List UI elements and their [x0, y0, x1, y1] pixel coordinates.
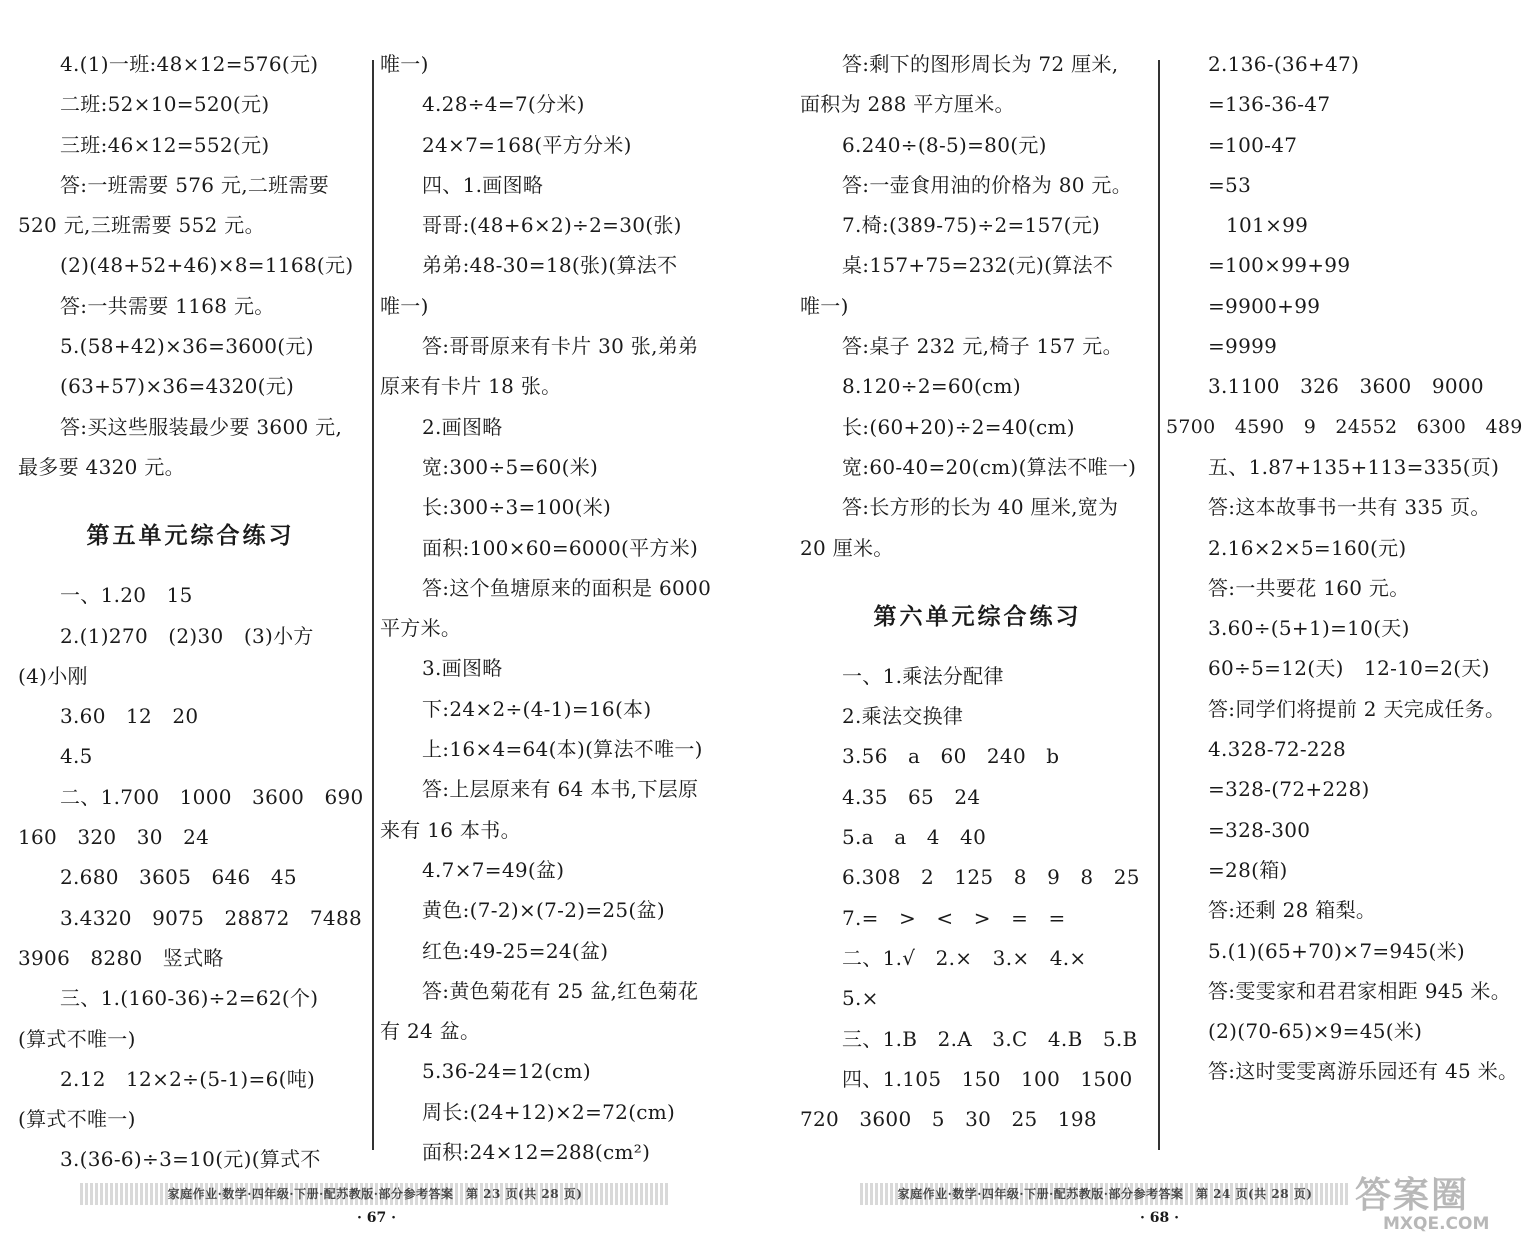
answer-line: =53	[1208, 172, 1252, 197]
answer-line: 2.680 3605 646 45	[60, 865, 297, 890]
answer-line: 弟弟:48-30=18(张)(算法不	[422, 253, 678, 278]
answer-line: 4.328-72-228	[1208, 737, 1346, 762]
answer-line: 答:桌子 232 元,椅子 157 元。	[842, 334, 1123, 359]
answer-line: 5.(58+42)×36=3600(元)	[60, 334, 314, 359]
answer-line: 宽:60-40=20(cm)(算法不唯一)	[842, 454, 1137, 479]
answer-line: 长:(60+20)÷2=40(cm)	[842, 414, 1075, 439]
answer-line: 一、1.乘法分配律	[842, 663, 1004, 688]
answer-line: 24×7=168(平方分米)	[422, 132, 632, 157]
answer-line: 唯一)	[380, 52, 429, 76]
answer-line: 答:一班需要 576 元,二班需要	[60, 172, 330, 197]
page-number-left: · 67 ·	[357, 1210, 396, 1226]
answer-line: (4)小刚	[18, 663, 88, 688]
answer-line: 2.(1)270 (2)30 (3)小方	[60, 623, 314, 648]
watermark	[1355, 1175, 1530, 1235]
answer-line: 来有 16 本书。	[380, 817, 521, 842]
answer-line: 3.56 a 60 240 b	[842, 744, 1060, 769]
answer-line: 三、1.B 2.A 3.C 4.B 5.B	[842, 1026, 1138, 1051]
answer-line: 下:24×2÷(4-1)=16(本)	[422, 696, 652, 721]
answer-line: 2.16×2×5=160(元)	[1208, 535, 1407, 560]
answer-line: 6.308 2 125 8 9 8 25	[842, 865, 1140, 890]
answer-line: 7.椅:(389-75)÷2=157(元)	[842, 213, 1101, 238]
column-2	[380, 44, 735, 1172]
answer-line: 答:黄色菊花有 25 盆,红色菊花	[422, 978, 699, 1003]
answer-line: 答:一共要花 160 元。	[1208, 575, 1410, 600]
answer-line: 3.1100 326 3600 9000	[1208, 374, 1484, 399]
answer-line: 长:300÷3=100(米)	[422, 495, 612, 520]
watermark-title: 答案圈	[1355, 1174, 1470, 1216]
answer-line: (2)(70-65)×9=45(米)	[1208, 1019, 1423, 1044]
column-divider	[372, 60, 374, 1150]
answer-line: 答:长方形的长为 40 厘米,宽为	[842, 495, 1119, 520]
answer-line: 答:同学们将提前 2 天完成任务。	[1208, 696, 1506, 721]
answer-line: 5.×	[842, 986, 879, 1011]
answer-line: 520 元,三班需要 552 元。	[18, 213, 265, 238]
section-heading: 第五单元综合练习	[86, 522, 295, 550]
answer-line: 四、1.画图略	[422, 172, 544, 197]
answer-line: 答:一共需要 1168 元。	[60, 293, 275, 318]
footer-left: 家庭作业·数学·四年级·下册·配苏教版·部分参考答案 第 23 页(共 28 页)	[80, 1183, 670, 1205]
watermark-url: MXQE.COM	[1383, 1214, 1490, 1234]
answer-line: 60÷5=12(天) 12-10=2(天)	[1208, 656, 1490, 681]
answer-line: 唯一)	[800, 293, 849, 318]
answer-line: 3.4320 9075 28872 7488	[60, 905, 363, 930]
answer-line: =328-300	[1208, 817, 1311, 842]
answer-line: 答:一壶食用油的价格为 80 元。	[842, 172, 1133, 197]
answer-line: (算式不唯一)	[18, 1026, 136, 1051]
answer-line: 三班:46×12=552(元)	[60, 132, 270, 157]
answer-line: 3.60÷(5+1)=10(天)	[1208, 616, 1410, 641]
answer-line: 二、1.√ 2.× 3.× 4.×	[842, 945, 1087, 970]
answer-line: 3.60 12 20	[60, 704, 199, 729]
answer-line: 答:雯雯家和君君家相距 945 米。	[1208, 978, 1512, 1003]
answer-line: 20 厘米。	[800, 535, 894, 560]
answer-line: 3906 8280 竖式略	[18, 945, 224, 970]
answer-line: 一、1.20 15	[60, 583, 193, 608]
answer-line: 四、1.105 150 100 1500	[842, 1066, 1133, 1091]
answer-line: =100×99+99	[1208, 253, 1351, 278]
answer-line: 周长:(24+12)×2=72(cm)	[422, 1099, 676, 1124]
answer-line: 桌:157+75=232(元)(算法不	[842, 253, 1114, 278]
answer-line: 3.画图略	[422, 656, 503, 681]
answer-line: 最多要 4320 元。	[18, 454, 185, 479]
answer-line: =328-(72+228)	[1208, 777, 1370, 802]
answer-line: =100-47	[1208, 132, 1298, 157]
section-heading: 第六单元综合练习	[873, 602, 1082, 630]
answer-line: 答:这本故事书一共有 335 页。	[1208, 495, 1491, 520]
answer-line: (算式不唯一)	[18, 1107, 136, 1132]
answer-line: 唯一)	[380, 293, 429, 318]
answer-line: 101×99	[1226, 213, 1309, 238]
answer-line: 面积:100×60=6000(平方米)	[422, 535, 699, 560]
answer-line: 二、1.700 1000 3600 690	[60, 784, 364, 809]
answer-line: 面积:24×12=288(cm²)	[422, 1140, 651, 1165]
answer-line: 答:这个鱼塘原来的面积是 6000	[422, 575, 712, 600]
answer-line: =28(箱)	[1208, 857, 1288, 882]
answer-line: 答:买这些服装最少要 3600 元,	[60, 414, 343, 439]
answer-line: =9999	[1208, 334, 1278, 359]
column-3	[800, 44, 1155, 1139]
answer-line: 4.28÷4=7(分米)	[422, 92, 585, 117]
answer-line: (2)(48+52+46)×8=1168(元)	[60, 253, 354, 278]
answer-line: 4.7×7=49(盆)	[422, 857, 565, 882]
answer-line: 7.= > < > = =	[842, 905, 1066, 930]
column-1	[18, 44, 363, 1180]
answer-line: 5700 4590 9 24552 6300 489	[1166, 415, 1523, 438]
answer-line: (63+57)×36=4320(元)	[60, 374, 295, 399]
footer-right: 家庭作业·数学·四年级·下册·配苏教版·部分参考答案 第 24 页(共 28 页)	[860, 1183, 1350, 1205]
answer-line: 哥哥:(48+6×2)÷2=30(张)	[422, 213, 682, 238]
answer-line: 面积为 288 平方厘米。	[800, 92, 1015, 117]
answer-line: 5.a a 4 40	[842, 825, 987, 850]
answer-line: 红色:49-25=24(盆)	[422, 938, 609, 963]
answer-line: 160 320 30 24	[18, 825, 210, 850]
answer-line: 2.乘法交换律	[842, 704, 964, 729]
answer-line: 五、1.87+135+113=335(页)	[1208, 454, 1500, 479]
answer-line: 原来有卡片 18 张。	[380, 374, 562, 399]
answer-line: 2.画图略	[422, 414, 503, 439]
answer-line: 答:上层原来有 64 本书,下层原	[422, 777, 699, 802]
answer-line: =9900+99	[1208, 293, 1321, 318]
answer-line: 上:16×4=64(本)(算法不唯一)	[422, 737, 703, 762]
answer-line: 黄色:(7-2)×(7-2)=25(盆)	[422, 898, 665, 923]
answer-line: 二班:52×10=520(元)	[60, 92, 270, 117]
answer-line: 三、1.(160-36)÷2=62(个)	[60, 986, 319, 1011]
answer-line: 4.5	[60, 744, 93, 769]
answer-line: 6.240÷(8-5)=80(元)	[842, 132, 1047, 157]
answer-line: 答:哥哥原来有卡片 30 张,弟弟	[422, 334, 699, 359]
answer-line: 宽:300÷5=60(米)	[422, 454, 599, 479]
page-number-right: · 68 ·	[1140, 1210, 1179, 1226]
answer-line: 3.(36-6)÷3=10(元)(算式不	[60, 1147, 321, 1172]
answer-line: 2.12 12×2÷(5-1)=6(吨)	[60, 1066, 316, 1091]
answer-line: 4.35 65 24	[842, 784, 981, 809]
answer-line: 5.(1)(65+70)×7=945(米)	[1208, 938, 1465, 963]
answer-line: 平方米。	[380, 616, 462, 641]
answer-line: 8.120÷2=60(cm)	[842, 374, 1021, 399]
answer-line: 4.(1)一班:48×12=576(元)	[60, 52, 319, 76]
answer-line: 2.136-(36+47)	[1208, 52, 1360, 76]
answer-line: 答:这时雯雯离游乐园还有 45 米。	[1208, 1059, 1519, 1084]
answer-line: 答:还剩 28 箱梨。	[1208, 898, 1377, 923]
answer-line: 有 24 盆。	[380, 1019, 481, 1044]
answer-line: 5.36-24=12(cm)	[422, 1059, 591, 1084]
column-4	[1166, 44, 1528, 1092]
column-divider	[1158, 60, 1160, 1150]
answer-line: 720 3600 5 30 25 198	[800, 1107, 1097, 1132]
answer-line: =136-36-47	[1208, 92, 1331, 117]
answer-line: 答:剩下的图形周长为 72 厘米,	[842, 52, 1119, 76]
